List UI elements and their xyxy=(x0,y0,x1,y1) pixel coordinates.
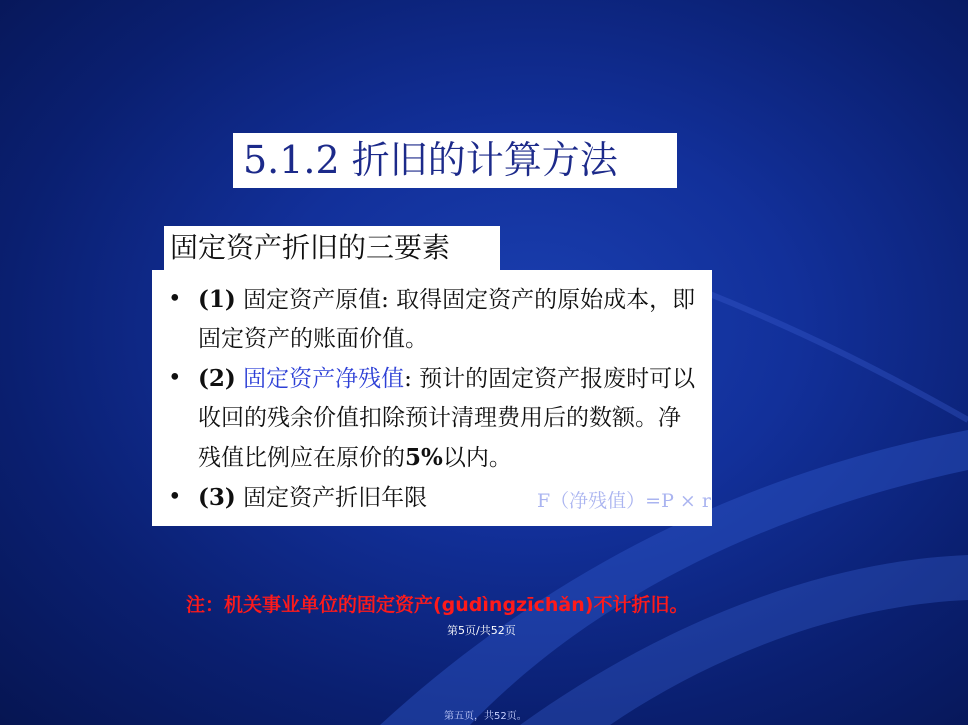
footer-page: 第五页，共52页。 xyxy=(444,711,527,722)
item-heading: 固定资产折旧年限 xyxy=(243,485,428,511)
slide-title: 5.1.2 折旧的计算方法 xyxy=(233,133,677,188)
list-item xyxy=(164,359,702,478)
item-heading: 固定资产原值 xyxy=(243,287,382,313)
item-percent: 5% xyxy=(405,444,443,471)
item-number: (2) xyxy=(198,365,236,392)
page-number: 第5页/共52页 xyxy=(447,624,516,637)
bullet-icon: • xyxy=(168,365,182,391)
slide-subtitle: 固定资产折旧的三要素 xyxy=(164,226,500,270)
bullet-icon: • xyxy=(168,484,182,510)
item-heading-highlight: 固定资产净残值 xyxy=(243,366,405,392)
item-text: : 预计的固定资产报废时可以收回的残余价值扣除预计清理费用后的数额。净残值比例应在原价的 xyxy=(198,366,696,471)
note-text: 注：机关事业单位的固定资产(gùdìngzīchǎn)不计折旧。 xyxy=(186,594,689,616)
item-number: (3) xyxy=(198,484,236,511)
item-text-end: 以内。 xyxy=(442,445,512,471)
bullet-icon: • xyxy=(168,286,182,312)
formula-text: F（净残值）=P × r xyxy=(537,490,711,512)
list-item xyxy=(164,280,702,359)
item-number: (1) xyxy=(198,286,236,313)
item-text: : 取得固定资产的原始成本，即固定资产的账面价值。 xyxy=(198,287,696,352)
